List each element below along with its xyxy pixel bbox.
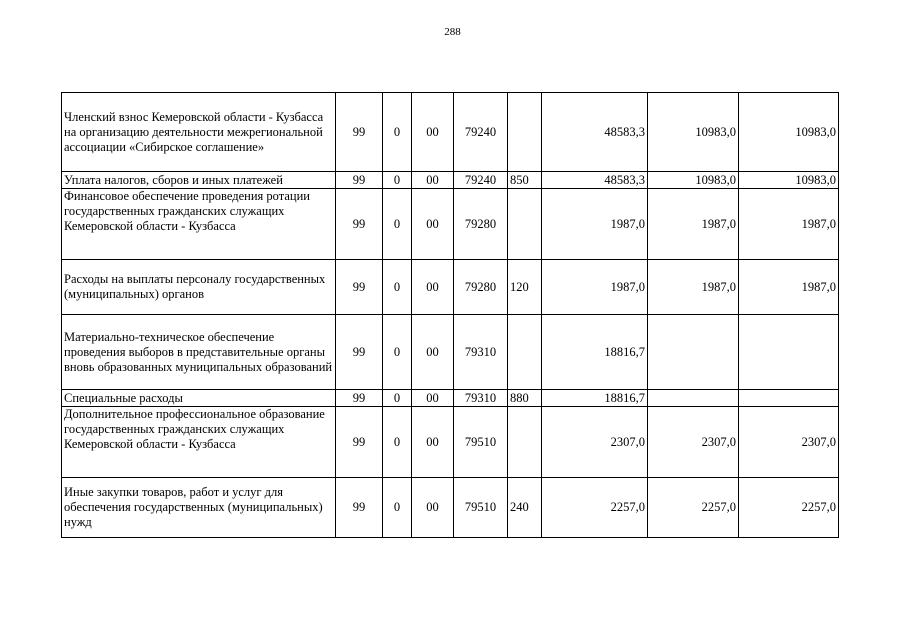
cell-code-1: 99: [336, 407, 383, 478]
table-row: [62, 478, 839, 538]
cell-code-5: 880: [508, 390, 542, 407]
cell-code-4: 79240: [454, 93, 508, 172]
cell-code-1: 99: [336, 189, 383, 260]
cell-code-1: 99: [336, 172, 383, 189]
cell-code-1: 99: [336, 260, 383, 315]
cell-value-3: 1987,0: [739, 189, 839, 260]
cell-code-5: 120: [508, 260, 542, 315]
row-name: Материально-техническое обеспечение проведения выборов в представительные органы вновь образованных муниципальных образований: [62, 315, 336, 390]
page-number: 288: [444, 26, 461, 38]
table-row: [62, 315, 839, 390]
table-row: [62, 260, 839, 315]
row-name: Специальные расходы: [62, 390, 336, 407]
cell-code-3: 00: [412, 189, 454, 260]
cell-value-3: [739, 390, 839, 407]
cell-code-2: 0: [383, 93, 412, 172]
table-row: [62, 172, 839, 189]
cell-code-5: 240: [508, 478, 542, 538]
cell-code-3: 00: [412, 315, 454, 390]
cell-value-1: 48583,3: [542, 172, 648, 189]
row-name: Членский взнос Кемеровской области - Кузбасса на организацию деятельности межрегиональной ассоциации «Сибирское соглашение»: [62, 93, 336, 172]
row-name: Уплата налогов, сборов и иных платежей: [62, 172, 336, 189]
cell-code-2: 0: [383, 478, 412, 538]
table-row: [62, 93, 839, 172]
cell-code-4: 79510: [454, 407, 508, 478]
cell-code-3: 00: [412, 93, 454, 172]
cell-code-5: [508, 93, 542, 172]
cell-value-3: 2257,0: [739, 478, 839, 538]
cell-value-2: 10983,0: [648, 93, 739, 172]
cell-code-1: 99: [336, 478, 383, 538]
cell-value-1: 1987,0: [542, 260, 648, 315]
cell-value-1: 18816,7: [542, 390, 648, 407]
cell-value-2: 1987,0: [648, 260, 739, 315]
cell-code-5: [508, 189, 542, 260]
cell-value-1: 2307,0: [542, 407, 648, 478]
cell-code-5: 850: [508, 172, 542, 189]
cell-value-1: 48583,3: [542, 93, 648, 172]
row-name: Финансовое обеспечение проведения ротации государственных гражданских служащих Кемеровской области - Кузбасса: [62, 189, 336, 260]
cell-code-1: 99: [336, 93, 383, 172]
cell-value-2: [648, 390, 739, 407]
cell-code-2: 0: [383, 407, 412, 478]
cell-code-2: 0: [383, 315, 412, 390]
cell-value-3: 1987,0: [739, 260, 839, 315]
cell-code-3: 00: [412, 407, 454, 478]
cell-code-2: 0: [383, 260, 412, 315]
cell-code-4: 79240: [454, 172, 508, 189]
table-row: [62, 390, 839, 407]
cell-value-3: 10983,0: [739, 93, 839, 172]
row-name: Иные закупки товаров, работ и услуг для обеспечения государственных (муниципальных) нужд: [62, 478, 336, 538]
table-row: [62, 407, 839, 478]
cell-code-2: 0: [383, 189, 412, 260]
cell-code-1: 99: [336, 390, 383, 407]
cell-code-3: 00: [412, 172, 454, 189]
cell-value-2: 1987,0: [648, 189, 739, 260]
cell-value-2: 2307,0: [648, 407, 739, 478]
table-row: [62, 189, 839, 260]
cell-value-2: 10983,0: [648, 172, 739, 189]
cell-code-4: 79510: [454, 478, 508, 538]
cell-value-3: 10983,0: [739, 172, 839, 189]
cell-code-5: [508, 315, 542, 390]
cell-code-4: 79310: [454, 315, 508, 390]
cell-value-2: 2257,0: [648, 478, 739, 538]
cell-value-3: 2307,0: [739, 407, 839, 478]
cell-code-4: 79310: [454, 390, 508, 407]
budget-table: [61, 92, 839, 538]
cell-value-2: [648, 315, 739, 390]
row-name: Дополнительное профессиональное образование государственных гражданских служащих Кемеровской области - Кузбасса: [62, 407, 336, 478]
cell-code-4: 79280: [454, 189, 508, 260]
cell-code-3: 00: [412, 260, 454, 315]
cell-code-3: 00: [412, 478, 454, 538]
row-name: Расходы на выплаты персоналу государственных (муниципальных) органов: [62, 260, 336, 315]
cell-code-4: 79280: [454, 260, 508, 315]
cell-code-2: 0: [383, 390, 412, 407]
cell-value-1: 18816,7: [542, 315, 648, 390]
cell-code-1: 99: [336, 315, 383, 390]
cell-value-1: 2257,0: [542, 478, 648, 538]
cell-code-2: 0: [383, 172, 412, 189]
cell-value-3: [739, 315, 839, 390]
cell-code-3: 00: [412, 390, 454, 407]
cell-code-5: [508, 407, 542, 478]
cell-value-1: 1987,0: [542, 189, 648, 260]
